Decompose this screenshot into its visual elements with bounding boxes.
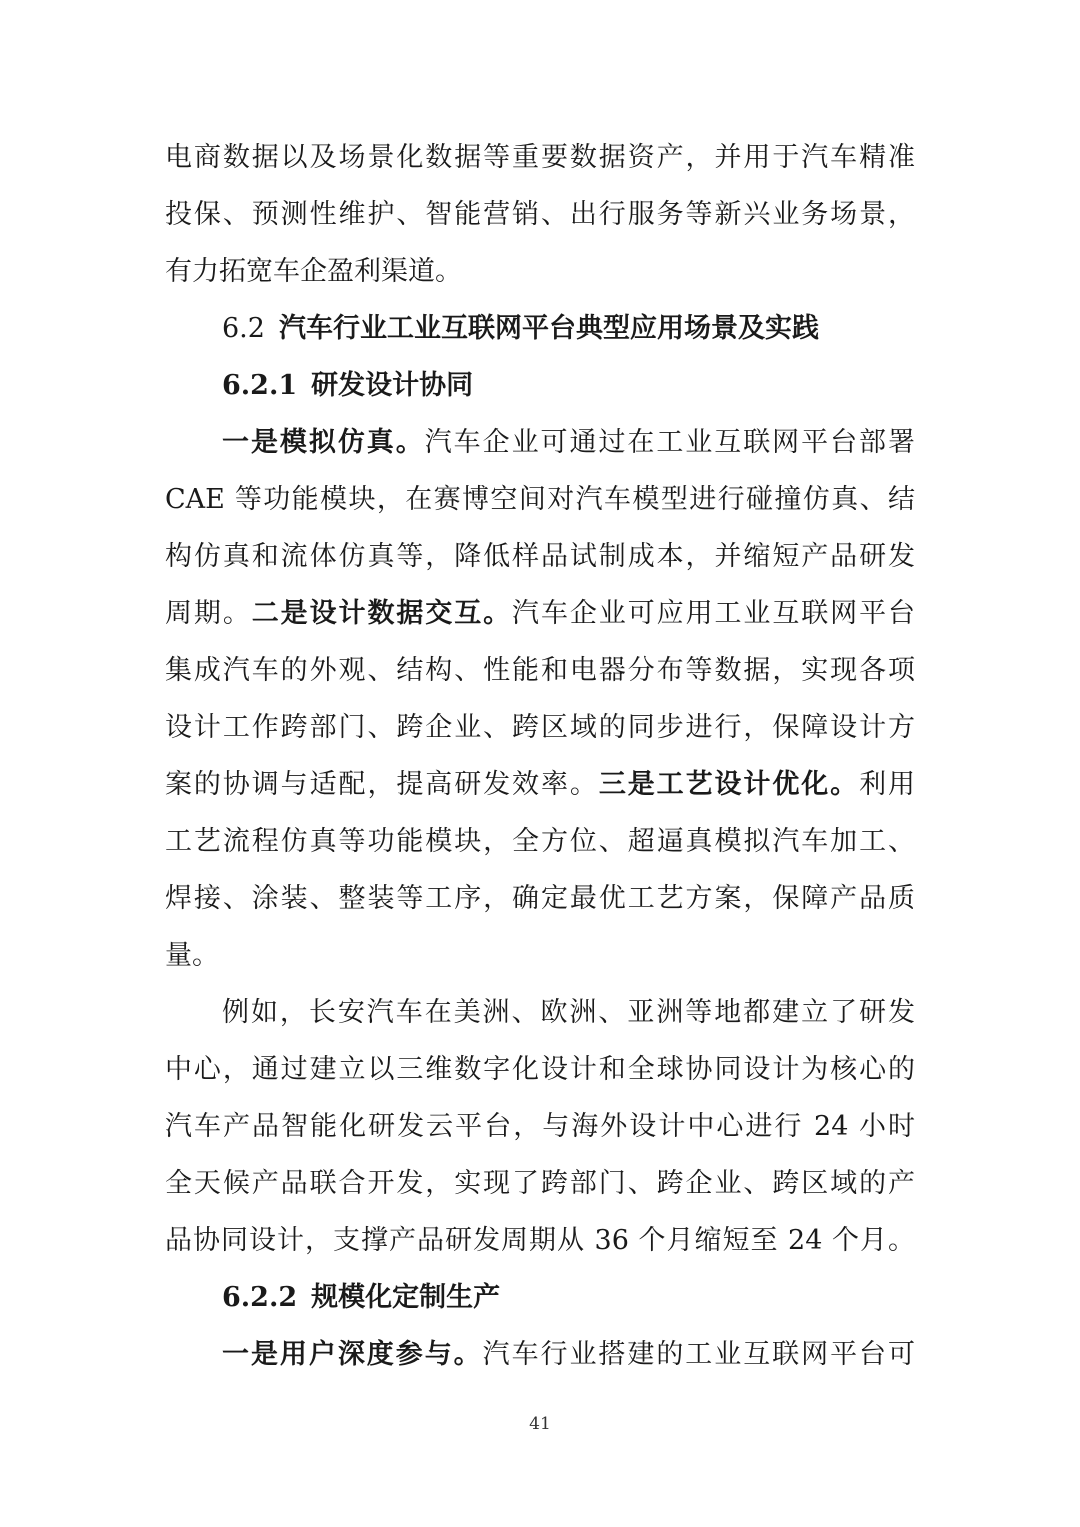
paragraph-line: 焊接、涂装、整装等工序，确定最优工艺方案，保障产品质 [165,883,915,914]
section-heading-6-2 [222,309,819,349]
subsection-title: 研发设计协同 [311,370,474,401]
line-text: 汽车企业可通过在工业互联网平台部署 [424,427,916,458]
paragraph-line: 量。 [165,940,219,971]
section-title: 汽车行业工业互联网平台典型应用场景及实践 [278,313,819,344]
bold-lead: 三是工艺设计优化。 [598,769,860,800]
paragraph-line [222,1335,915,1375]
subsection-title: 规模化定制生产 [311,1282,501,1313]
line-text: 周期。 [165,598,252,629]
paragraph-line [165,594,915,634]
paragraph-line: 全天候产品联合开发，实现了跨部门、跨企业、跨区域的产 [165,1168,915,1199]
line-text: 案的协调与适配，提高研发效率。 [165,769,599,800]
bold-lead: 一是用户深度参与。 [222,1339,483,1370]
line-text: 汽车行业搭建的工业互联网平台可 [482,1339,916,1370]
paragraph-line: 设计工作跨部门、跨企业、跨区域的同步进行，保障设计方 [165,712,915,743]
paragraph-line [222,423,915,463]
subsection-heading-6-2-1 [222,366,473,406]
paragraph-line: 有力拓宽车企盈利渠道。 [165,256,462,287]
bold-lead: 二是设计数据交互。 [251,598,513,629]
paragraph-line: 电商数据以及场景化数据等重要数据资产，并用于汽车精准 [165,142,915,173]
subsection-number: 6.2.2 [222,1282,298,1313]
paragraph-line: 工艺流程仿真等功能模块，全方位、超逼真模拟汽车加工、 [165,826,915,857]
subsection-number: 6.2.1 [222,370,298,401]
line-text: 汽车企业可应用工业互联网平台 [512,598,916,629]
line-text: 利用 [859,769,916,800]
paragraph-line: 投保、预测性维护、智能营销、出行服务等新兴业务场景， [165,199,915,230]
paragraph-line: 集成汽车的外观、结构、性能和电器分布等数据，实现各项 [165,655,915,686]
paragraph-line: 汽车产品智能化研发云平台，与海外设计中心进行 24 小时 [165,1111,915,1142]
paragraph-line: 构仿真和流体仿真等，降低样品试制成本，并缩短产品研发 [165,541,915,572]
paragraph-line: 例如，长安汽车在美洲、欧洲、亚洲等地都建立了研发 [222,997,915,1028]
paragraph-line: 品协同设计，支撑产品研发周期从 36 个月缩短至 24 个月。 [165,1225,915,1256]
paragraph-line: 中心，通过建立以三维数字化设计和全球协同设计为核心的 [165,1054,915,1085]
paragraph-line [165,765,915,805]
paragraph-line: CAE 等功能模块，在赛博空间对汽车模型进行碰撞仿真、结 [165,484,915,515]
bold-lead: 一是模拟仿真。 [222,427,425,458]
page-number: 41 [529,1414,551,1434]
subsection-heading-6-2-2 [222,1278,500,1318]
section-number: 6.2 [222,313,265,344]
